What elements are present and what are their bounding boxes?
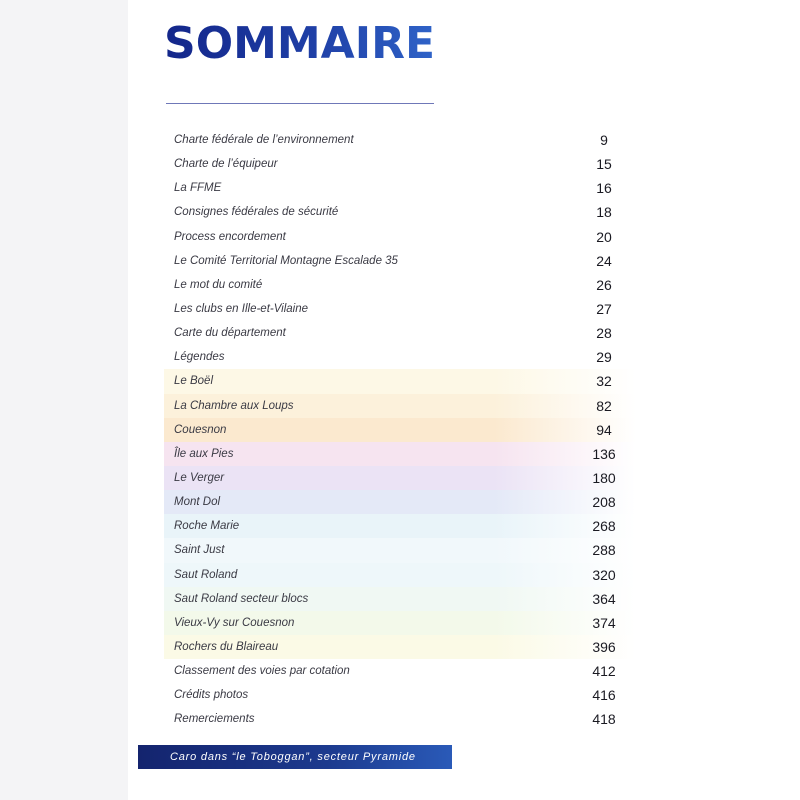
toc-entry-page: 26	[596, 276, 612, 293]
toc-entry	[164, 394, 636, 418]
toc-entry-page: 27	[596, 301, 612, 318]
photo-caption-bar	[138, 745, 452, 769]
toc-entry-label: Le Verger	[174, 472, 225, 485]
toc-entry-label: Classement des voies par cotation	[174, 665, 350, 678]
toc-entry-label: Couesnon	[174, 423, 227, 436]
toc-entry-label: Roche Marie	[174, 520, 240, 533]
toc-entry-label: Les clubs en Ille-et-Vilaine	[174, 303, 309, 316]
toc-entry-page: 18	[596, 204, 612, 221]
toc-entry-label: Rochers du Blaireau	[174, 641, 279, 654]
toc-entry	[164, 225, 636, 249]
toc-entry	[164, 659, 636, 683]
toc-entry-page: 268	[592, 518, 616, 535]
page-title: SOMMAIRE	[164, 18, 436, 69]
toc-entry-label: Vieux-Vy sur Couesnon	[174, 616, 295, 629]
toc-entry	[164, 345, 636, 369]
toc-entry-label: Consignes fédérales de sécurité	[174, 206, 339, 219]
toc-entry-label: Charte fédérale de l’environnement	[174, 134, 354, 147]
toc-entry	[164, 128, 636, 152]
toc-entry	[164, 683, 636, 707]
toc-entry	[164, 611, 636, 635]
toc-entry-page: 32	[596, 373, 612, 390]
toc-entry-page: 24	[596, 252, 612, 269]
toc-entry	[164, 176, 636, 200]
toc-entry-page: 16	[596, 180, 612, 197]
toc-entry-label: Saut Roland secteur blocs	[174, 592, 309, 605]
table-of-contents	[164, 128, 636, 732]
toc-entry-label: Charte de l’équipeur	[174, 158, 278, 171]
toc-entry	[164, 200, 636, 224]
toc-entry-page: 94	[596, 421, 612, 438]
toc-entry-page: 136	[592, 445, 616, 462]
toc-entry-label: Process encordement	[174, 230, 286, 243]
toc-entry-label: Le Boël	[174, 375, 214, 388]
toc-entry-label: Le Comité Territorial Montagne Escalade 35	[174, 254, 398, 267]
toc-entry	[164, 442, 636, 466]
toc-entry-page: 320	[592, 566, 616, 583]
toc-entry-page: 82	[596, 397, 612, 414]
toc-entry-label: Le mot du comité	[174, 278, 263, 291]
toc-entry	[164, 249, 636, 273]
toc-entry	[164, 418, 636, 442]
toc-entry-page: 374	[592, 614, 616, 631]
toc-entry-page: 9	[600, 132, 608, 149]
toc-entry	[164, 369, 636, 393]
toc-entry-label: Légendes	[174, 351, 225, 364]
title-divider	[166, 103, 434, 104]
toc-entry	[164, 538, 636, 562]
toc-entry-page: 15	[596, 156, 612, 173]
toc-entry-label: Remerciements	[174, 713, 255, 726]
toc-entry-label: Carte du département	[174, 327, 286, 340]
toc-entry-page: 20	[596, 228, 612, 245]
toc-entry-label: Mont Dol	[174, 496, 221, 509]
toc-entry-page: 416	[592, 687, 616, 704]
toc-entry-page: 396	[592, 639, 616, 656]
toc-entry-page: 364	[592, 590, 616, 607]
toc-entry-page: 180	[592, 470, 616, 487]
toc-entry-page: 288	[592, 542, 616, 559]
toc-entry	[164, 297, 636, 321]
toc-entry-label: Saint Just	[174, 544, 225, 557]
toc-entry-label: La FFME	[174, 182, 222, 195]
toc-entry	[164, 152, 636, 176]
toc-entry-page: 418	[592, 711, 616, 728]
toc-entry	[164, 321, 636, 345]
toc-entry	[164, 587, 636, 611]
toc-entry-page: 28	[596, 325, 612, 342]
toc-entry	[164, 707, 636, 731]
toc-entry-label: Saut Roland	[174, 568, 238, 581]
toc-entry-label: La Chambre aux Loups	[174, 399, 294, 412]
toc-entry-label: Crédits photos	[174, 689, 249, 702]
toc-entry-page: 208	[592, 494, 616, 511]
toc-entry	[164, 563, 636, 587]
toc-entry	[164, 490, 636, 514]
toc-entry-page: 412	[592, 663, 616, 680]
toc-entry-label: Île aux Pies	[174, 447, 234, 460]
toc-entry-page: 29	[596, 349, 612, 366]
photo-caption: Caro dans “le Toboggan”, secteur Pyramide	[170, 751, 416, 763]
toc-entry	[164, 635, 636, 659]
toc-entry	[164, 273, 636, 297]
toc-entry	[164, 514, 636, 538]
page	[128, 0, 800, 800]
toc-entry	[164, 466, 636, 490]
